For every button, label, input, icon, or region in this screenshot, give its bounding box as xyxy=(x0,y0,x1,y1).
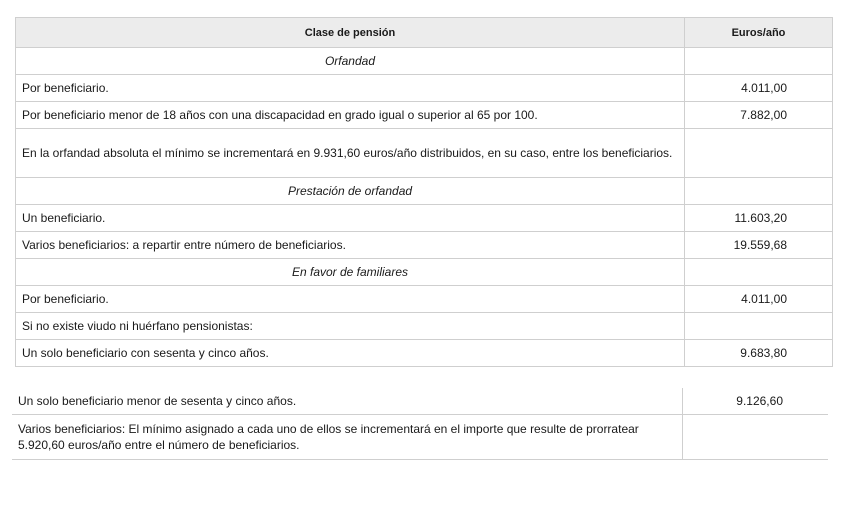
row-value xyxy=(682,415,828,460)
row-value xyxy=(685,259,833,286)
row-value: 9.126,60 xyxy=(682,388,828,415)
table-row xyxy=(12,415,828,460)
row-value xyxy=(685,129,833,178)
row-label: Varios beneficiarios: El mínimo asignado a cada uno de ellos se incrementará en el importe que resulte de prorratear 5.920,60 euros/año entre el número de beneficiarios. xyxy=(12,415,682,460)
row-value xyxy=(685,48,833,75)
row-value: 4.011,00 xyxy=(685,286,833,313)
section-row xyxy=(16,178,833,205)
table-header-row xyxy=(16,18,833,48)
section-title-prestacion-orfandad: Prestación de orfandad xyxy=(16,178,685,205)
row-label: Si no existe viudo ni huérfano pensionistas: xyxy=(16,313,685,340)
table-row xyxy=(16,286,833,313)
row-value: 7.882,00 xyxy=(685,102,833,129)
row-value: 9.683,80 xyxy=(685,340,833,367)
row-value xyxy=(685,313,833,340)
table-row xyxy=(16,232,833,259)
header-pension-class: Clase de pensión xyxy=(16,18,685,48)
table-row xyxy=(16,75,833,102)
row-value xyxy=(685,178,833,205)
row-value: 11.603,20 xyxy=(685,205,833,232)
section-title-favor-familiares: En favor de familiares xyxy=(16,259,685,286)
row-label: Por beneficiario. xyxy=(16,286,685,313)
row-label: Un solo beneficiario menor de sesenta y cinco años. xyxy=(12,388,682,415)
row-label: En la orfandad absoluta el mínimo se incrementará en 9.931,60 euros/año distribuidos, en su caso, entre los beneficiarios. xyxy=(16,129,685,178)
row-value: 4.011,00 xyxy=(685,75,833,102)
row-label: Un solo beneficiario con sesenta y cinco años. xyxy=(16,340,685,367)
pension-table-continued xyxy=(12,388,828,460)
row-label: Por beneficiario. xyxy=(16,75,685,102)
pension-table xyxy=(15,17,833,367)
table-row xyxy=(16,129,833,178)
table-row xyxy=(12,388,828,415)
row-label: Varios beneficiarios: a repartir entre número de beneficiarios. xyxy=(16,232,685,259)
section-row xyxy=(16,48,833,75)
row-value: 19.559,68 xyxy=(685,232,833,259)
row-label: Por beneficiario menor de 18 años con una discapacidad en grado igual o superior al 65 por 100. xyxy=(16,102,685,129)
section-row xyxy=(16,259,833,286)
header-euros-year: Euros/año xyxy=(685,18,833,48)
table-row xyxy=(16,313,833,340)
section-title-orfandad: Orfandad xyxy=(16,48,685,75)
row-label: Un beneficiario. xyxy=(16,205,685,232)
table-row xyxy=(16,340,833,367)
table-row xyxy=(16,205,833,232)
table-row xyxy=(16,102,833,129)
